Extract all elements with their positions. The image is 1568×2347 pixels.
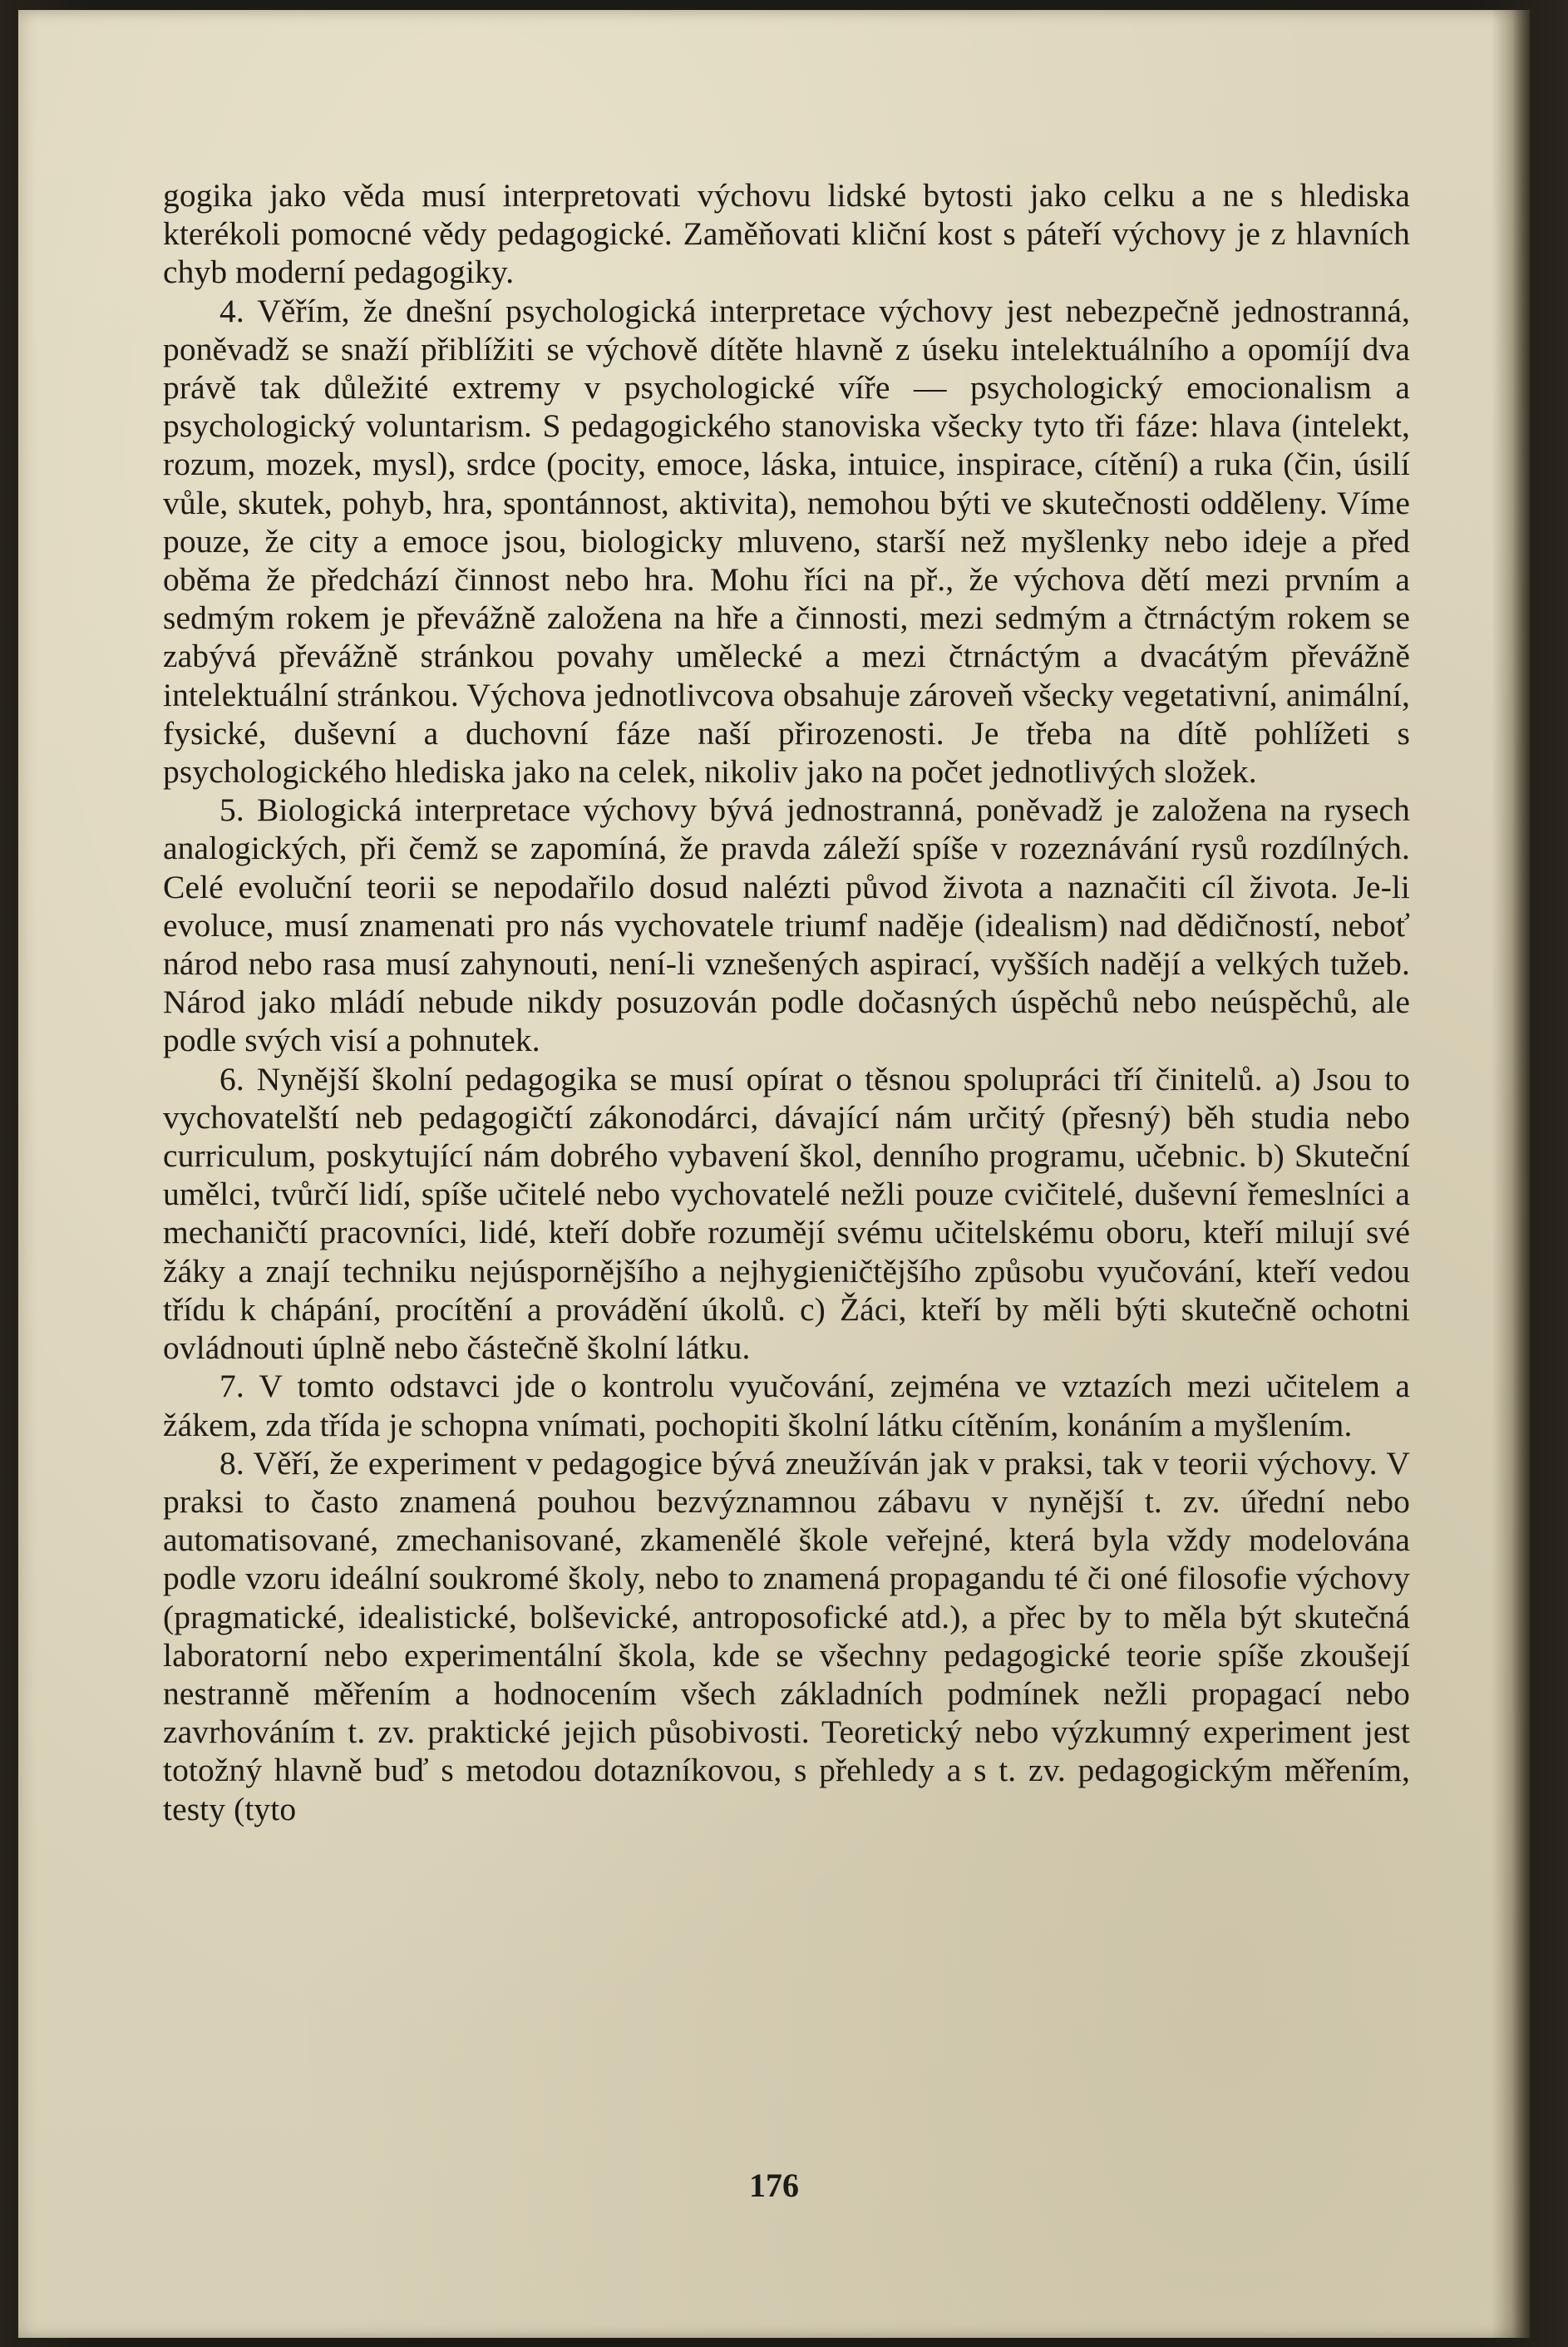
paragraph-4: 4. Věřím, že dnešní psychologická interpretace výchovy jest nebezpečně jednostranná, poněvadž se snaží přiblížiti se výchově dítěte hlavně z úseku intelektuálního a opomíjí dva právě tak důležité extremy v psychologické víře — psychologický emocionalism a psychologický voluntarism. S pedagogického stanoviska všecky tyto tři fáze: hlava (intelekt, rozum, mozek, mysl), srdce (pocity, emoce, láska, intuice, inspirace, cítění) a ruka (čin, úsilí vůle, skutek, pohyb, hra, spontánnost, aktivita), nemohou býti ve skutečnosti odděleny. Víme pouze, že city a emoce jsou, biologicky mluveno, starší než myšlenky nebo ideje a před oběma že předchází činnost nebo hra. Mohu říci na př., že výchova dětí mezi prvním a sedmým rokem je převážně založena na hře a činnosti, mezi sedmým a čtrnáctým rokem se zabývá převážně stránkou povahy umělecké a mezi čtrnáctým a dvacátým převážně intelektuální stránkou. Výchova jednotlivcova obsahuje zároveň všecky vegetativní, animální, fysické, duševní a duchovní fáze naší přirozenosti. Je třeba na dítě pohlížeti s psychologického hlediska jako na celek, nikoliv jako na počet jednotlivých složek. [163,292,1410,791]
book-page [18,10,1530,2338]
paragraph-continuation: gogika jako věda musí interpretovati výchovu lidské bytosti jako celku a ne s hlediska kterékoli pomocné vědy pedagogické. Zaměňovati kliční kost s páteří výchovy je z hlavních chyb moderní pedagogiky. [163,177,1410,291]
paragraph-8: 8. Věří, že experiment v pedagogice bývá zneužíván jak v praksi, tak v teorii výchovy. V praksi to často znamená pouhou bezvýznamnou zábavu v nynější t. zv. úřední nebo automatisované, zmechanisované, zkamenělé škole veřejné, která byla vždy modelována podle vzoru ideální soukromé školy, nebo to znamená propagandu té či oné filosofie výchovy (pragmatické, idealistické, bolševické, antroposofické atd.), a přec by to měla být skutečná laboratorní nebo experimentální škola, kde se všechny pedagogické teorie spíše zkoušejí nestranně měřením a hodnocením všech základních podmínek nežli propagací nebo zavrhováním t. zv. praktické jejich působivosti. Teoretický nebo výzkumný experiment jest totožný hlavně buď s metodou dotazníkovou, s přehledy a s t. zv. pedagogickým měřením, testy (tyto [163,1444,1410,1827]
page-gutter-shadow [1492,10,1530,2338]
body-text [163,176,1410,1828]
paragraph-6: 6. Nynější školní pedagogika se musí opírat o těsnou spolupráci tří činitelů. a) Jsou to vychovatelští neb pedagogičtí zákonodárci, dávající nám určitý (přesný) běh studia nebo curriculum, poskytující nám dobrého vybavení škol, denního programu, učebnic. b) Skuteční umělci, tvůrčí lidí, spíše učitelé nebo vychovatelé nežli pouze cvičitelé, duševní řemeslníci a mechaničtí pracovníci, lidé, kteří dobře rozumějí svému učitelskému oboru, kteří milují své žáky a znají techniku nejúspornějšího a nejhygieničtějšího způsobu vyučování, kteří vedou třídu k chápání, procítění a provádění úkolů. c) Žáci, kteří by měli býti skutečně ochotni ovládnouti úplně nebo částečně školní látku. [163,1060,1410,1367]
paragraph-7: 7. V tomto odstavci jde o kontrolu vyučování, zejména ve vztazích mezi učitelem a žákem, zda třída je schopna vnímati, pochopiti školní látku cítěním, konáním a myšlením. [163,1368,1410,1443]
paragraph-5: 5. Biologická interpretace výchovy bývá jednostranná, poněvadž je založena na rysech analogických, při čemž se zapomíná, že pravda záleží spíše v rozeznávání rysů rozdílných. Celé evoluční teorii se nepodařilo dosud nalézti původ života a naznačiti cíl života. Je-li evoluce, musí znamenati pro nás vychovatele triumf naděje (idealism) nad dědičností, neboť národ nebo rasa musí zahynouti, není-li vznešených aspirací, vyšších nadějí a velkých tužeb. Národ jako mládí nebude nikdy posuzován podle dočasných úspěchů nebo neúspěchů, ale podle svých visí a pohnutek. [163,791,1410,1059]
page-number: 176 [749,2167,799,2204]
